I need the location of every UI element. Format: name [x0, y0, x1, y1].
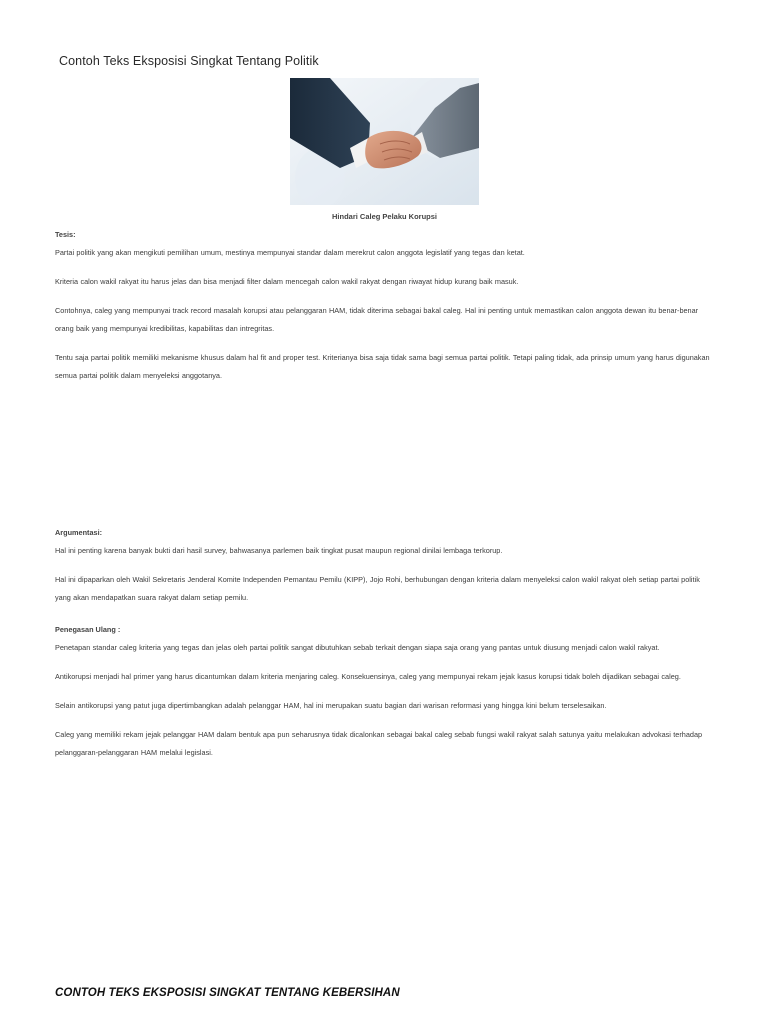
thesis-paragraph: Tentu saja partai politik memiliki mekanisme khusus dalam hal fit and proper test. Kriterianya bisa saja tidak sama bagi semua partai politik. Tetapi paling tidak, ada prinsip umum yang harus digunakan semua partai politik dalam menyeleksi anggotanya.: [55, 353, 710, 380]
image-caption: Hindari Caleg Pelaku Korupsi: [331, 212, 438, 221]
reaffirmation-paragraph: Penetapan standar caleg kriteria yang tegas dan jelas oleh partai politik sangat dibutuhkan sebab terkait dengan siapa saja orang yang pantas untuk diusung menjadi calon wakil rakyat.: [55, 643, 660, 652]
argument-label: Argumentasi:: [55, 528, 103, 537]
argument-paragraph: Hal ini penting karena banyak bukti dari hasil survey, bahwasanya parlemen baik tingkat pusat maupun regional dinilai lembaga terkorup.: [55, 546, 503, 555]
next-section-title: CONTOH TEKS EKSPOSISI SINGKAT TENTANG KEBERSIHAN: [55, 987, 400, 999]
article-title: Contoh Teks Eksposisi Singkat Tentang Politik: [59, 54, 319, 68]
thesis-paragraph: Contohnya, caleg yang mempunyai track record masalah korupsi atau pelanggaran HAM, tidak diterima sebagai bakal caleg. Hal ini penting untuk memastikan calon anggota dewan itu benar-benar orang baik yang mempunyai kredibilitas, kapabilitas dan intregritas.: [55, 306, 699, 333]
thesis-paragraph: Partai politik yang akan mengikuti pemilihan umum, mestinya mempunyai standar dalam merekrut calon anggota legislatif yang tegas dan ketat.: [55, 248, 525, 257]
argument-paragraph: Hal ini dipaparkan oleh Wakil Sekretaris Jenderal Komite Independen Pemantau Pemilu (KIPP), Jojo Rohi, berhubungan dengan kriteria dalam menyeleksi calon wakil rakyat oleh setiap partai politik yang akan mendapatkan suara rakyat dalam setiap pemilu.: [55, 575, 700, 602]
reaffirmation-label: Penegasan Ulang :: [55, 625, 121, 634]
thesis-paragraph: Kriteria calon wakil rakyat itu harus jelas dan bisa menjadi filter dalam mencegah calon wakil rakyat dengan riwayat hidup kurang baik masuk.: [55, 277, 519, 286]
reaffirmation-paragraph: Selain antikorupsi yang patut juga dipertimbangkan adalah pelanggar HAM, hal ini merupakan suatu bagian dari warisan reformasi yang hingga kini belum terselesaikan.: [55, 701, 607, 710]
thesis-section: [55, 226, 715, 396]
reaffirmation-paragraph: Caleg yang memiliki rekam jejak pelanggar HAM dalam bentuk apa pun seharusnya tidak dicalonkan sebagai bakal caleg sebab fungsi wakil rakyat salah satunya yaitu melakukan advokasi terhadap pelanggaran-pelanggaran HAM melalui legislasi.: [55, 730, 703, 757]
thesis-label: Tesis:: [55, 230, 76, 239]
argument-section: [55, 524, 715, 618]
reaffirmation-section: [55, 621, 715, 773]
handshake-image: [290, 78, 479, 205]
reaffirmation-paragraph: Antikorupsi menjadi hal primer yang harus dicantumkan dalam kriteria menjaring caleg. Konsekuensinya, caleg yang mempunyai rekam jejak kasus korupsi tidak boleh dijadikan sebagai caleg.: [55, 672, 681, 681]
